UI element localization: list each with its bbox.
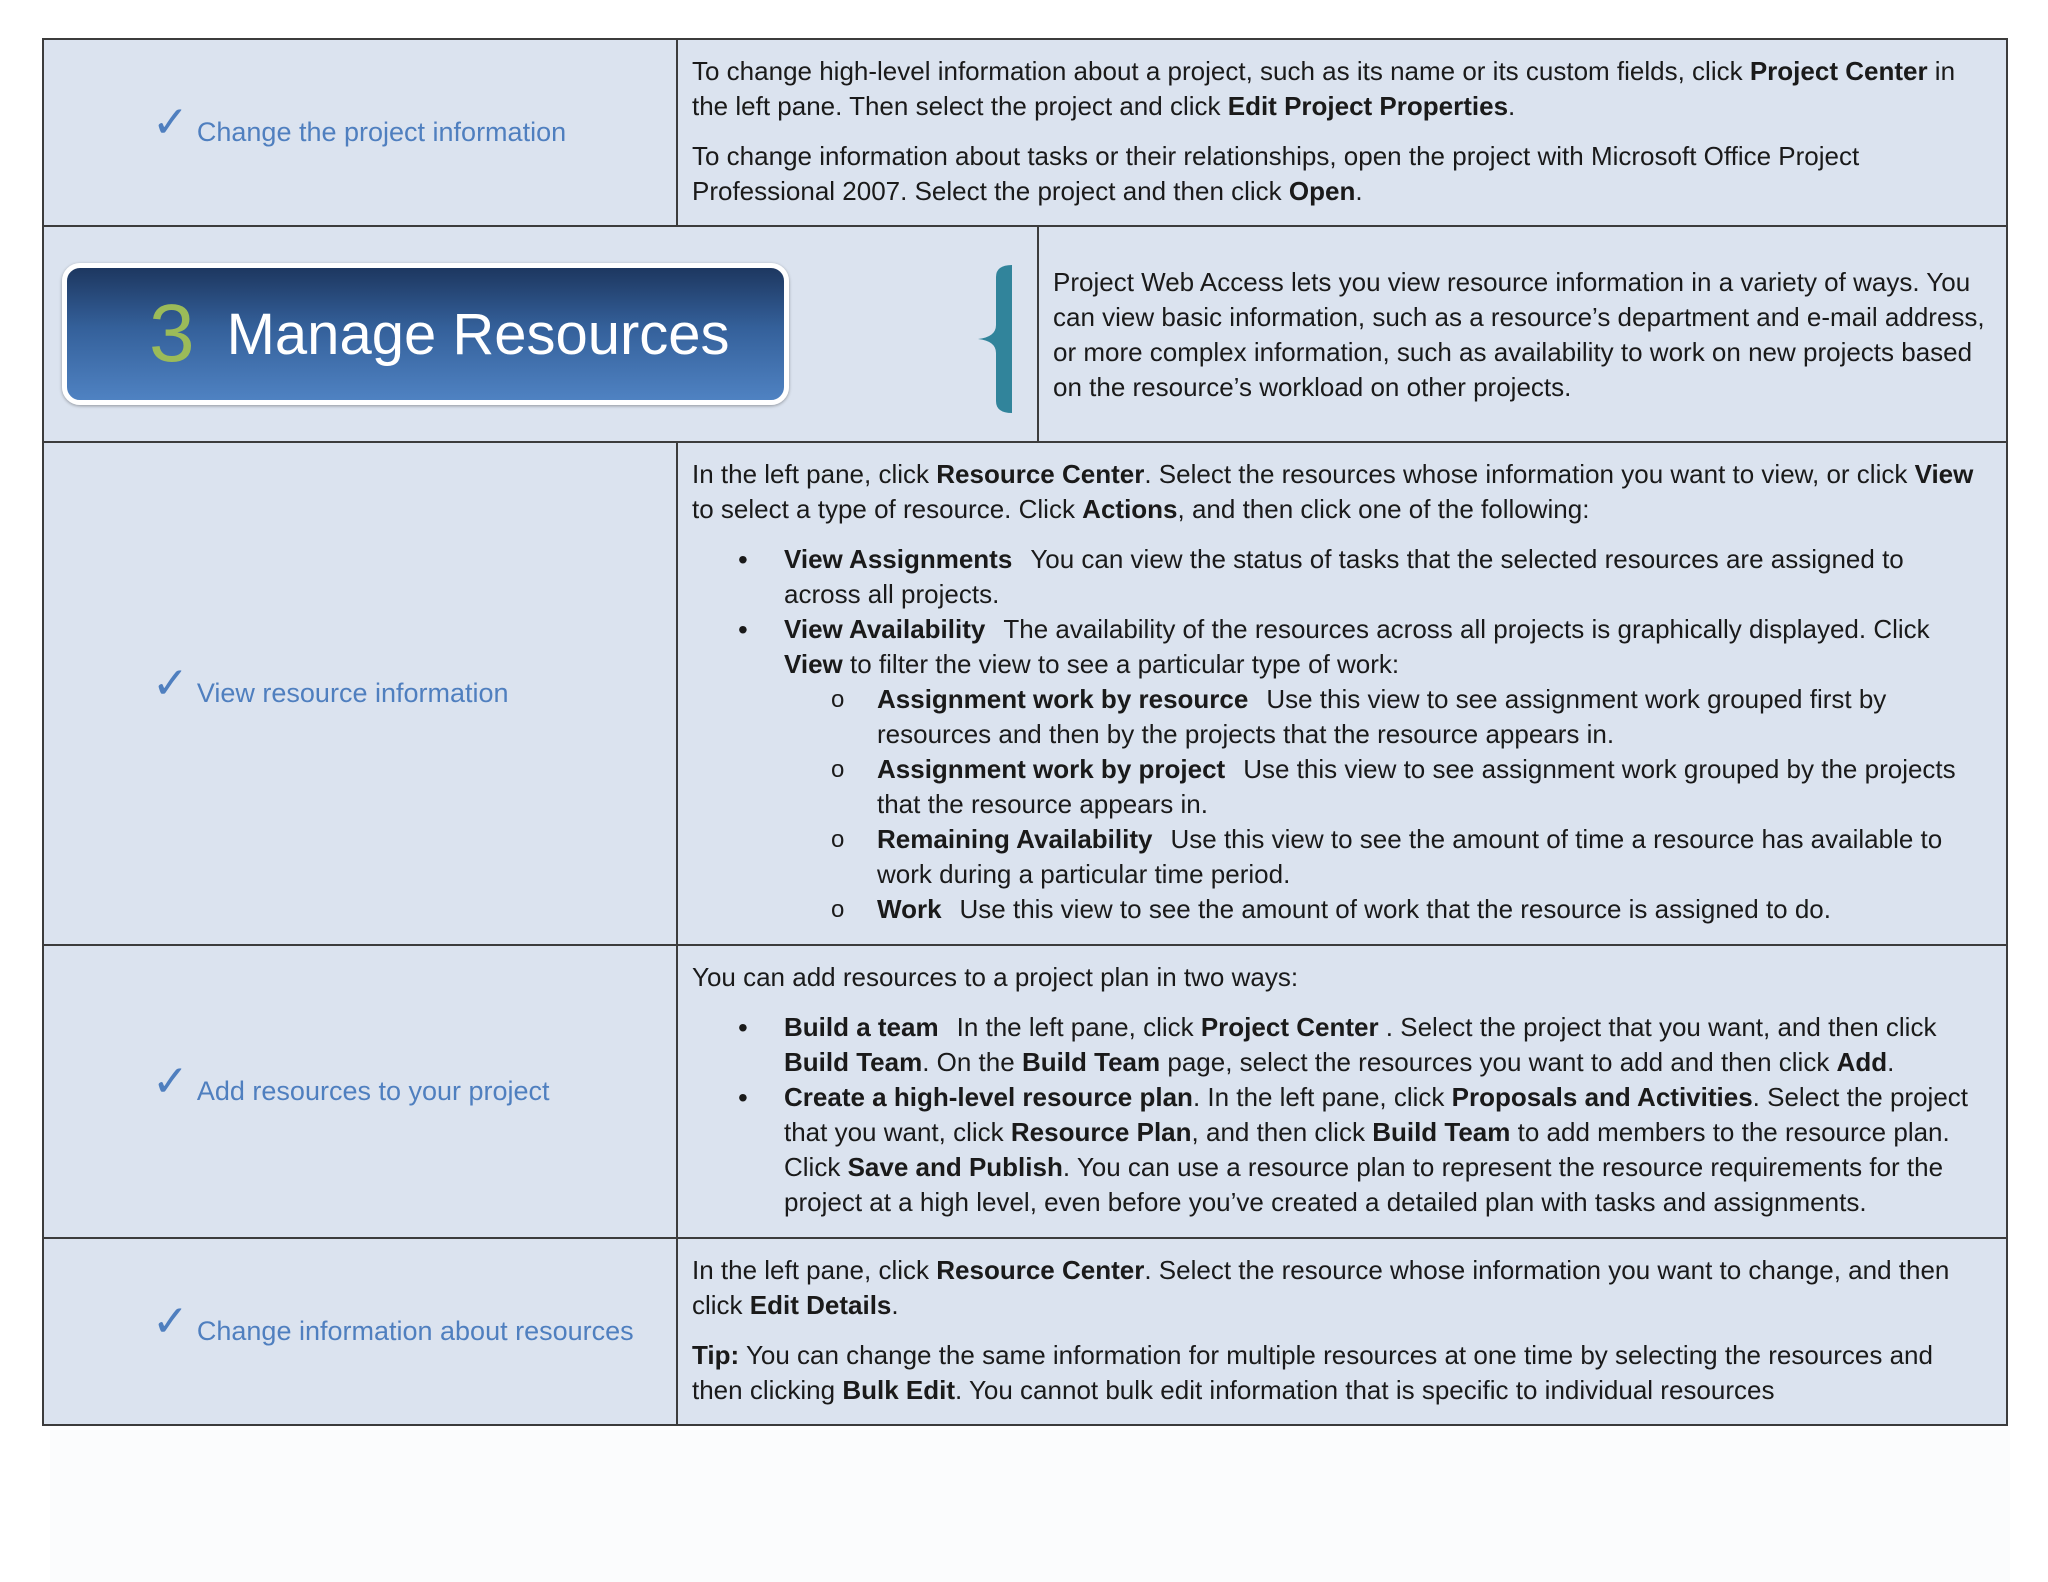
description-cell xyxy=(678,1239,2006,1424)
paragraph: In the left pane, click Resource Center. Select the resource whose information you want to change, and then click Edit Details. xyxy=(692,1255,1950,1320)
sub-list-item: o Work Use this view to see the amount of work that the resource is assigned to do. xyxy=(877,892,1986,927)
row-view-resource xyxy=(44,441,2006,944)
banner-cell xyxy=(44,227,1039,441)
paragraph: To change high-level information about a project, such as its name or its custom fields, click Project Center in the left pane. Then select the project and click Edit Project Properties. xyxy=(692,56,1956,121)
task-label: Add resources to your project xyxy=(196,1076,550,1106)
task-label: View resource information xyxy=(196,678,509,708)
checkmark-icon: ✓ xyxy=(152,1055,189,1107)
list-item: • Build a team In the left pane, click Project Center . Select the project that you want, and then click Build Team. On the Build Team page, select the resources you want to add and then click Add. xyxy=(784,1010,1986,1080)
task-cell xyxy=(44,946,678,1237)
list-item: • Create a high-level resource plan. In the left pane, click Proposals and Activities. Select the project that you want, click Resource Plan, and then click Build Team to add members to the resource plan. Click Save and Publish. You can use a resource plan to represent the resource requirements for the project at a high level, even before you’ve created a detailed plan with tasks and assignments. xyxy=(784,1080,1986,1220)
task-cell xyxy=(44,40,678,225)
task-label: Change information about resources xyxy=(196,1316,634,1346)
row-change-project xyxy=(44,40,2006,225)
bullet-list xyxy=(692,1010,1986,1220)
task-cell xyxy=(44,1239,678,1424)
task-label: Change the project information xyxy=(196,117,567,147)
list-item: • View Assignments You can view the status of tasks that the selected resources are assigned to across all projects. xyxy=(784,542,1986,612)
section-number: 3 xyxy=(149,288,195,379)
section-banner xyxy=(62,263,789,405)
sub-list-item: o Assignment work by resource Use this view to see assignment work grouped first by resources and then by the projects that the resource appears in. xyxy=(877,682,1986,752)
sub-list-item: o Remaining Availability Use this view to see the amount of time a resource has available to work during a particular time period. xyxy=(877,822,1986,892)
checkmark-icon: ✓ xyxy=(152,1295,189,1347)
paragraph: To change information about tasks or their relationships, open the project with Microsoft Office Project Professional 2007. Select the project and then click Open. xyxy=(692,141,1860,206)
bullet-list xyxy=(692,542,1986,927)
row-add-resources xyxy=(44,944,2006,1237)
content-table xyxy=(42,38,2008,1426)
sub-list-item: o Assignment work by project Use this view to see assignment work grouped by the projects that the resource appears in. xyxy=(877,752,1986,822)
list-item: • View Availability The availability of the resources across all projects is graphically displayed. Click View to filter the view to see a particular type of work: o Assignment work by resource Use this view to see assignment work grouped first by resources and then by the projects that the resource appears in. o Assignment work by project Use this view to see assignment work grouped by the projects that the resource appears in. o Remaining Availability Use this view to see the amount of time a resource has available to work during a particular time period. o Work Use this view to see the amount of work that the resource is assigned to do. xyxy=(784,612,1986,927)
section-intro: Project Web Access lets you view resource information in a variety of ways. You can view basic information, such as a resource’s department and e-mail address, or more complex information, such as availability to work on new projects based on the resource’s workload on other projects. xyxy=(1053,267,1985,402)
paragraph: You can add resources to a project plan in two ways: xyxy=(692,962,1299,992)
description-cell xyxy=(678,443,2006,944)
page-footer-area xyxy=(50,1430,2010,1582)
left-brace-icon xyxy=(976,263,1016,415)
task-cell xyxy=(44,443,678,944)
section-header-row xyxy=(44,225,2006,441)
checkmark-icon: ✓ xyxy=(152,96,189,148)
description-cell xyxy=(678,946,2006,1237)
section-title: Manage Resources xyxy=(226,301,730,367)
description-cell xyxy=(678,40,2006,225)
checkmark-icon: ✓ xyxy=(152,657,189,709)
paragraph: Tip: You can change the same information for multiple resources at one time by selecting the resources and then clicking Bulk Edit. You cannot bulk edit information that is specific to individual resources xyxy=(692,1340,1933,1405)
sub-list xyxy=(784,682,1986,927)
row-change-resources xyxy=(44,1237,2006,1424)
paragraph: In the left pane, click Resource Center. Select the resources whose information you want to view, or click View to select a type of resource. Click Actions, and then click one of the following: xyxy=(692,459,1974,524)
